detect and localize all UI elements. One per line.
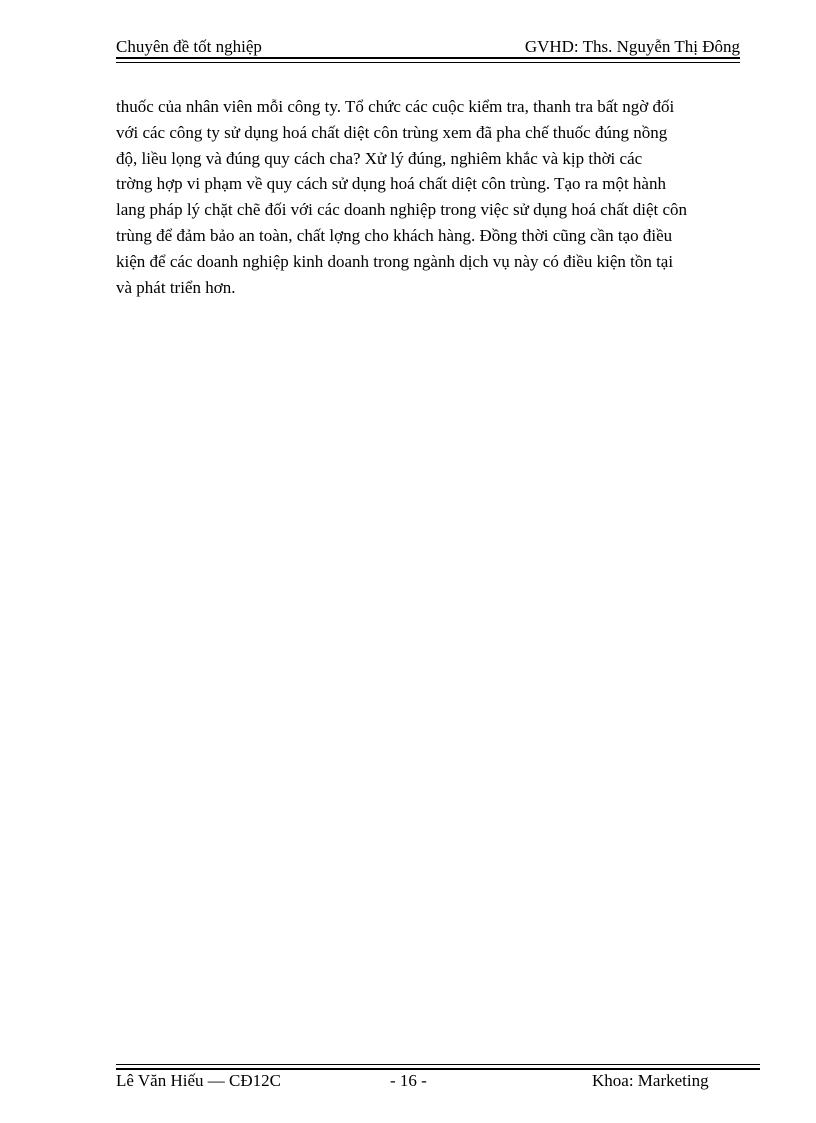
text-line: trờng hợp vi phạm về quy cách sử dụng hoá chất diệt côn trùng. Tạo ra một hành	[116, 174, 666, 194]
text-line: độ, liều lọng và đúng quy cách cha? Xử lý đúng, nghiêm khắc và kịp thời các	[116, 148, 643, 168]
text-line: thuốc của nhân viên mỗi công ty. Tổ chức các cuộc kiểm tra, thanh tra bất ngờ đối	[116, 97, 675, 116]
text-line: và phát triển hơn.	[116, 277, 236, 297]
footer-author: Lê Văn Hiếu — CĐ12C	[116, 1071, 281, 1090]
page-header	[116, 36, 740, 58]
paragraph	[116, 94, 766, 300]
text-line: với các công ty sử dụng hoá chất diệt côn trùng xem đã pha chế thuốc đúng nồng	[116, 122, 668, 142]
text-line: lang pháp lý chặt chẽ đối với các doanh nghiệp trong việc sử dụng hoá chất diệt côn	[116, 200, 688, 220]
header-document-type: Chuyên đề tốt nghiệp	[116, 37, 262, 56]
header-supervisor: GVHD: Ths. Nguyễn Thị Đông	[524, 37, 740, 56]
text-line: trùng để đảm bảo an toàn, chất lợng cho khách hàng. Đồng thời cũng cần tạo điều	[116, 225, 673, 245]
footer-faculty: Khoa: Marketing	[592, 1071, 709, 1090]
page-footer	[116, 1070, 760, 1092]
text-line: kiện để các doanh nghiệp kinh doanh trong ngành dịch vụ này có điều kiện tồn tại	[116, 251, 674, 271]
page-number: - 16 -	[390, 1071, 427, 1090]
header-divider	[116, 57, 740, 63]
body-paragraph	[116, 94, 766, 300]
